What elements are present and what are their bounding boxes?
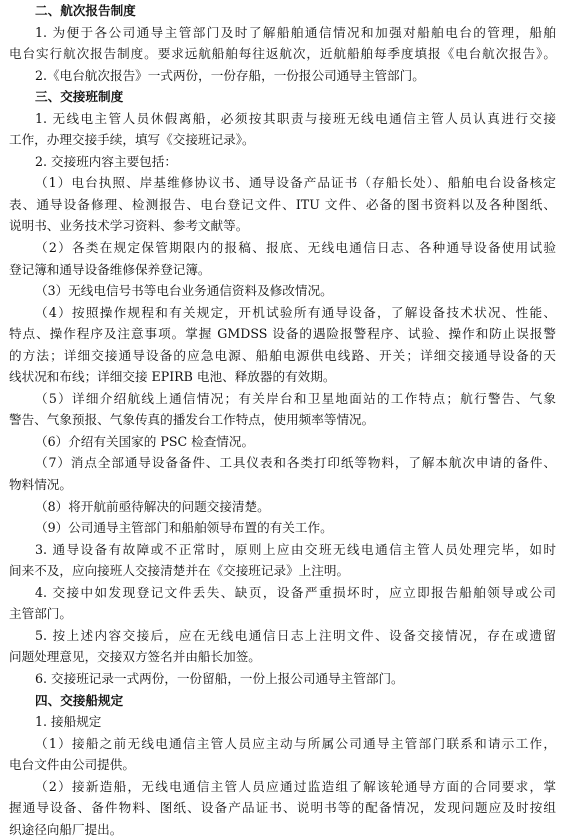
- text-line: 工作，办理交接手续，填写《交接班记录》。: [9, 132, 255, 148]
- text-line: 5. 按上述内容交接后，应在无线电通信日志上注明文件、设备交接情况，存在或遗留: [35, 627, 556, 643]
- text-line: （3）无线电信号书等电台业务通信资料及修改情况。: [35, 283, 333, 299]
- text-line: 3. 通导设备有故障或不正常时，原则上应由交班无线电通信主管人员处理完毕，如时: [35, 541, 556, 557]
- text-line: 织途径向船厂提出。: [9, 821, 123, 837]
- text-line: 2. 交接班内容主要包括：: [35, 153, 177, 169]
- text-line: 特点、操作程序及注意事项。掌握 GMDSS 设备的遇险报警程序、试验、操作和防止误报警: [9, 326, 556, 342]
- text-line: （8）将开航前亟待解决的问题交接清楚。: [35, 498, 270, 514]
- text-line: 说明书、业务技术学习资料、参考文献等。: [9, 218, 249, 234]
- text-line: 电台文件由公司提供。: [9, 757, 135, 773]
- text-line: （2）各类在规定保管期限内的报稿、报底、无线电通信日志、各种通导设备使用试验: [35, 240, 556, 256]
- text-line: 物料情况。: [9, 477, 72, 493]
- text-line: 表、通导设备修理、检测报告、电台登记文件、ITU 文件、必备的图书资料以及各种图纸、: [9, 196, 556, 212]
- text-line: 问题处理意见，交接双方签名并由船长加签。: [9, 649, 261, 665]
- text-line: （4）按照操作规程和有关规定，开机试验所有通导设备，了解设备技术状况、性能、: [35, 304, 556, 320]
- text-line: 1. 接船规定: [35, 714, 102, 730]
- text-line: （1）电台执照、岸基维修协议书、通导设备产品证书（存船长处）、船舶电台设备核定: [35, 175, 556, 191]
- text-line: （7）消点全部通导设备备件、工具仪表和各类打印纸等物料，了解本航次申请的备件、: [35, 455, 556, 471]
- section-heading: 三、交接班制度: [35, 89, 124, 105]
- text-line: 2.《电台航次报告》一式两份，一份存船，一份报公司通导主管部门。: [35, 67, 425, 83]
- section-heading: 二、航次报告制度: [35, 3, 136, 18]
- text-line: 4. 交接中如发现登记文件丢失、缺页，设备严重损坏时，应立即报告船舶领导或公司: [35, 584, 556, 600]
- text-line: （5）详细介绍航线上通信情况；有关岸台和卫星地面站的工作特点；航行警告、气象: [35, 390, 556, 406]
- text-line: （6）介绍有关国家的 PSC 检查情况。: [35, 433, 255, 449]
- text-line: 主管部门。: [9, 606, 72, 622]
- text-line: （2）接新造船，无线电通信主管人员应通过监造组了解该轮通导方面的合同要求，掌: [35, 778, 556, 794]
- text-line: 握通导设备、备件物料、图纸、设备产品证书、说明书等的配备情况，发现问题应及时按组: [9, 800, 556, 816]
- text-line: 的方法；详细交接通导设备的应急电源、船舶电源供电线路、开关；详细交接通导设备的天: [9, 347, 556, 363]
- text-line: 1. 无线电主管人员休假离船，必须按其职责与接班无线电通信主管人员认真进行交接: [35, 110, 556, 126]
- text-line: 电台实行航次报告制度。要求远航船舶每往返航次，近航船舶每季度填报《电台航次报告》。: [9, 46, 556, 62]
- text-line: 警告、气象预报、气象传真的播发台工作特点，使用频率等情况。: [9, 412, 375, 428]
- text-line: （1）接船之前无线电通信主管人员应主动与所属公司通导主管部门联系和请示工作，: [35, 735, 556, 751]
- text-line: 线状况和布线；详细交接 EPIRB 电池、释放器的有效期。: [9, 369, 336, 385]
- text-line: （9）公司通导主管部门和船舶领导布置的有关工作。: [35, 520, 333, 536]
- text-line: 登记簿和通导设备维修保养登记簿。: [9, 261, 211, 277]
- text-line: 间来不及，应向接班人交接清楚并在《交接班记录》上注明。: [9, 563, 350, 579]
- text-line: 1. 为便于各公司通导主管部门及时了解船舶通信情况和加强对船舶电台的管理，船舶: [35, 24, 556, 40]
- text-line: 6. 交接班记录一式两份，一份留船，一份上报公司通导主管部门。: [35, 670, 404, 686]
- section-heading: 四、交接船规定: [35, 692, 124, 708]
